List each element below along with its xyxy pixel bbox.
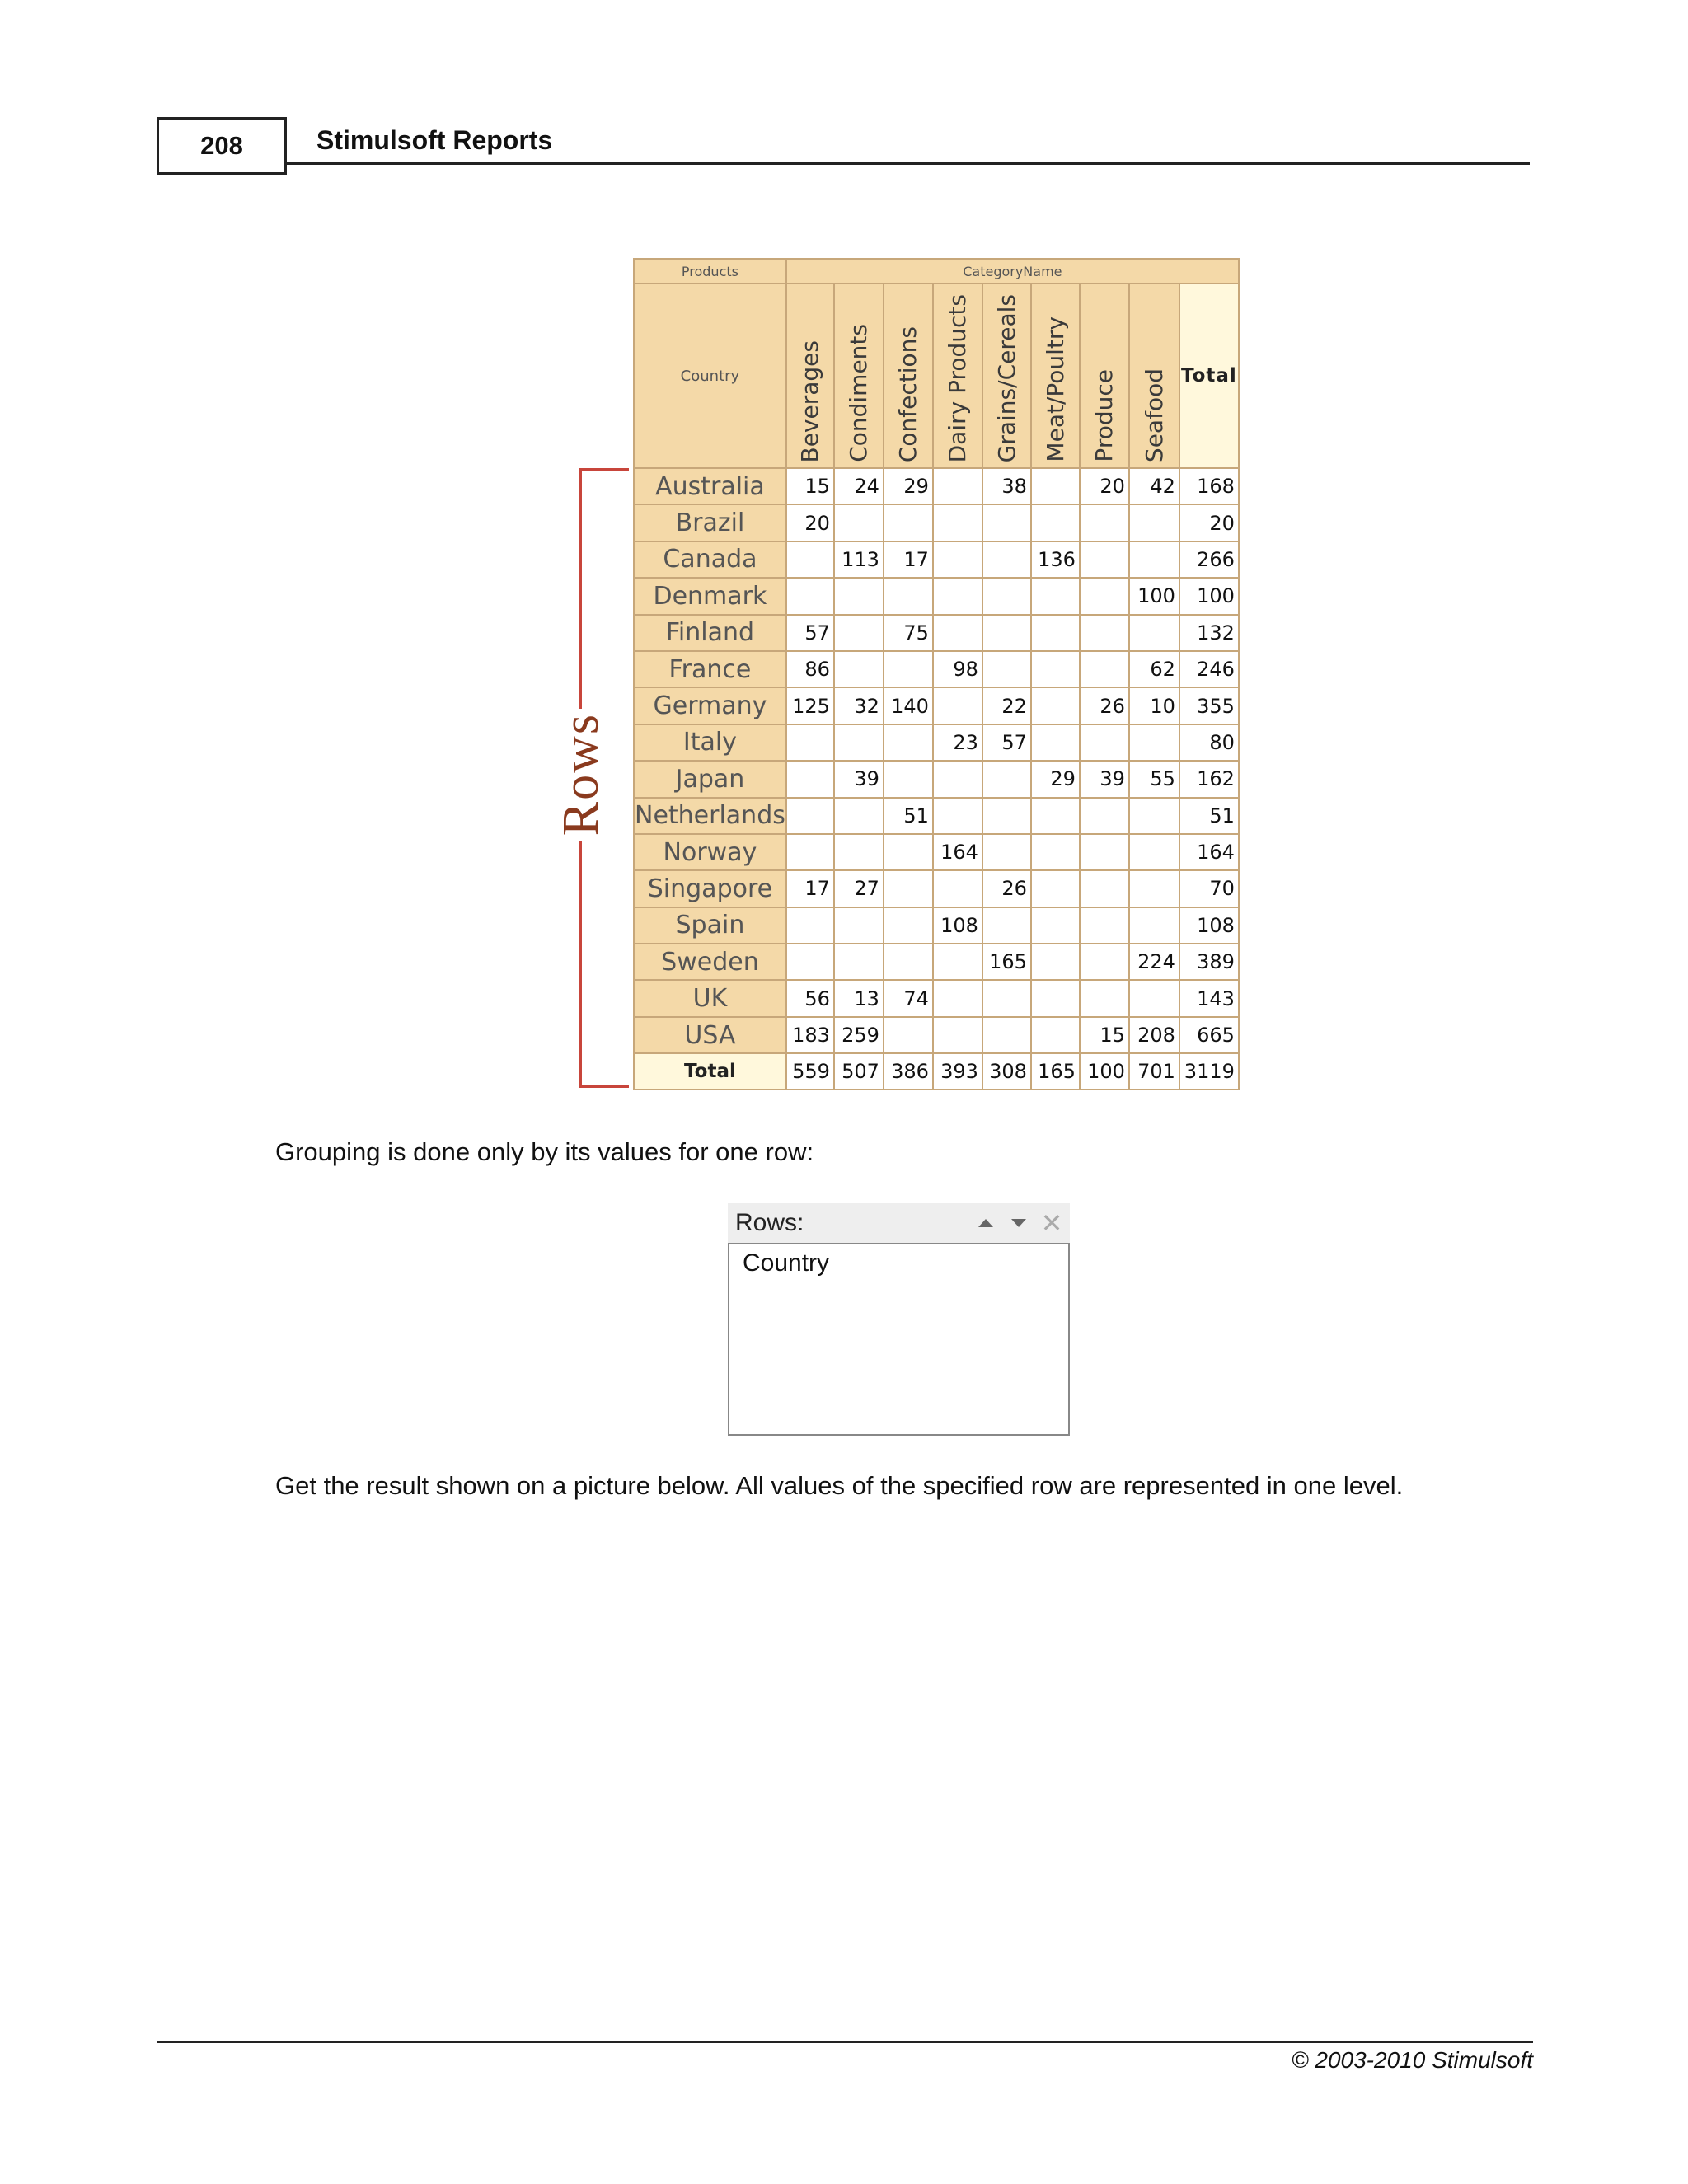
table-cell [933,504,982,541]
table-row [634,687,1239,724]
table-cell [1031,651,1080,687]
table-cell [982,761,1031,797]
table-cell [1080,980,1129,1016]
table-cell [982,578,1031,614]
row-header-country: Denmark [634,578,786,614]
table-cell: 42 [1129,468,1179,504]
table-cell [1080,798,1129,834]
table-cell: 38 [982,468,1031,504]
grand-total-cell: 3119 [1179,1053,1239,1090]
table-row [634,651,1239,687]
table-cell [884,944,933,980]
page-number: 208 [157,117,287,175]
table-cell [1031,870,1080,907]
table-cell [884,1017,933,1053]
table-cell [786,944,834,980]
row-header-country: France [634,651,786,687]
column-total-cell: 701 [1129,1053,1179,1090]
table-cell: 23 [933,724,982,761]
remove-icon[interactable]: ✕ [1040,1208,1063,1238]
table-cell [1080,870,1129,907]
table-cell [884,907,933,944]
table-cell [933,615,982,651]
category-header-label: Seafood [1140,368,1168,462]
table-cell: 57 [786,615,834,651]
table-row [634,504,1239,541]
table-cell [786,578,834,614]
table-cell [1031,615,1080,651]
row-header-country: Norway [634,834,786,870]
table-cell: 62 [1129,651,1179,687]
table-cell [933,578,982,614]
row-total-cell: 143 [1179,980,1239,1016]
table-cell [933,944,982,980]
table-cell [1080,907,1129,944]
table-cell [1031,980,1080,1016]
table-cell [786,541,834,578]
table-cell: 183 [786,1017,834,1053]
table-row [634,578,1239,614]
page-header-title: Stimulsoft Reports [316,125,553,155]
table-cell: 108 [933,907,982,944]
row-header-country: Sweden [634,944,786,980]
row-total-cell: 70 [1179,870,1239,907]
table-cell: 39 [834,761,884,797]
table-cell [1031,724,1080,761]
category-header-label: Confections [894,326,922,462]
table-cell: 100 [1129,578,1179,614]
row-total-cell: 168 [1179,468,1239,504]
table-row [634,1017,1239,1053]
row-header-country: USA [634,1017,786,1053]
total-column-header: Total [1179,284,1239,468]
table-cell: 113 [834,541,884,578]
table-cell [933,468,982,504]
category-name-header: CategoryName [786,259,1239,284]
table-cell [786,907,834,944]
category-header [1129,284,1179,468]
paragraph-result: Get the result shown on a picture below. All values of the specified row are represented in one level. [275,1471,1404,1500]
table-cell [933,761,982,797]
table-row [634,944,1239,980]
row-total-cell: 100 [1179,578,1239,614]
table-cell [1080,651,1129,687]
table-cell [1031,504,1080,541]
table-cell: 55 [1129,761,1179,797]
column-total-cell: 559 [786,1053,834,1090]
column-total-cell: 308 [982,1053,1031,1090]
table-cell [1080,504,1129,541]
crosstab-table [633,258,1240,1090]
table-cell [982,615,1031,651]
table-cell: 86 [786,651,834,687]
table-cell [1031,834,1080,870]
rows-annotation [544,709,618,841]
category-header [786,284,834,468]
row-header-country: Italy [634,724,786,761]
rows-panel [728,1203,1070,1436]
table-cell [1129,541,1179,578]
table-cell [1129,798,1179,834]
footer-copyright: © 2003-2010 Stimulsoft [1291,2047,1533,2073]
row-header-country: Brazil [634,504,786,541]
table-row [634,468,1239,504]
table-cell: 259 [834,1017,884,1053]
category-header [982,284,1031,468]
country-header: Country [634,284,786,468]
table-cell [1031,798,1080,834]
table-cell: 15 [786,468,834,504]
table-cell [982,541,1031,578]
category-header [933,284,982,468]
row-total-cell: 355 [1179,687,1239,724]
category-header-label: Beverages [796,340,824,462]
row-total-cell: 266 [1179,541,1239,578]
table-cell [884,834,933,870]
table-cell: 74 [884,980,933,1016]
table-cell [834,578,884,614]
table-cell [933,980,982,1016]
table-cell [786,761,834,797]
table-cell: 98 [933,651,982,687]
row-header-country: Netherlands [634,798,786,834]
category-header [884,284,933,468]
table-cell: 10 [1129,687,1179,724]
table-cell [982,907,1031,944]
category-header-label: Meat/Poultry [1041,316,1069,462]
table-cell [982,1017,1031,1053]
table-cell [1031,907,1080,944]
table-row [634,834,1239,870]
table-cell: 20 [1080,468,1129,504]
table-row [634,541,1239,578]
table-cell: 17 [884,541,933,578]
table-cell: 224 [1129,944,1179,980]
table-cell: 39 [1080,761,1129,797]
table-cell [834,651,884,687]
table-cell [1080,944,1129,980]
table-cell [1129,834,1179,870]
table-cell [1031,687,1080,724]
table-row [634,615,1239,651]
category-header [1080,284,1129,468]
table-cell [1080,834,1129,870]
table-cell [933,870,982,907]
table-cell: 13 [834,980,884,1016]
table-cell [982,834,1031,870]
row-header-country: Japan [634,761,786,797]
table-cell: 208 [1129,1017,1179,1053]
row-total-cell: 164 [1179,834,1239,870]
table-cell: 136 [1031,541,1080,578]
column-total-cell: 100 [1080,1053,1129,1090]
row-header-country: UK [634,980,786,1016]
table-cell [884,578,933,614]
table-cell [1031,944,1080,980]
table-cell [1031,1017,1080,1053]
table-cell [982,651,1031,687]
table-cell [834,504,884,541]
table-cell: 26 [982,870,1031,907]
move-up-icon[interactable] [975,1213,996,1233]
category-header-label: Dairy Products [944,293,972,462]
table-cell [884,504,933,541]
table-cell [884,761,933,797]
row-total-cell: 80 [1179,724,1239,761]
footer-divider [157,2041,1533,2043]
row-total-cell: 51 [1179,798,1239,834]
row-header-country: Singapore [634,870,786,907]
category-header [1031,284,1080,468]
table-cell [1129,504,1179,541]
category-header [834,284,884,468]
column-total-cell: 386 [884,1053,933,1090]
table-cell: 24 [834,468,884,504]
table-cell [834,798,884,834]
table-cell: 29 [884,468,933,504]
table-cell: 51 [884,798,933,834]
row-header-country: Canada [634,541,786,578]
table-cell [834,944,884,980]
category-header-label: Produce [1090,369,1118,462]
row-total-cell: 20 [1179,504,1239,541]
table-cell: 27 [834,870,884,907]
table-cell [933,798,982,834]
paragraph-grouping: Grouping is done only by its values for one row: [275,1137,814,1166]
table-cell: 20 [786,504,834,541]
table-row [634,907,1239,944]
rows-annotation-text: Rows [552,713,609,837]
table-cell: 56 [786,980,834,1016]
table-cell [1129,980,1179,1016]
table-cell: 125 [786,687,834,724]
table-cell [1080,541,1129,578]
table-cell: 15 [1080,1017,1129,1053]
table-cell [1080,615,1129,651]
table-cell [933,1017,982,1053]
table-cell: 32 [834,687,884,724]
table-cell: 75 [884,615,933,651]
table-cell [1129,615,1179,651]
row-header-country: Finland [634,615,786,651]
table-cell [884,724,933,761]
table-cell: 22 [982,687,1031,724]
table-cell [786,724,834,761]
table-cell [982,504,1031,541]
table-cell [982,980,1031,1016]
table-cell: 164 [933,834,982,870]
row-total-cell: 389 [1179,944,1239,980]
table-cell [1031,468,1080,504]
table-cell [933,541,982,578]
table-cell [1080,578,1129,614]
table-cell [786,834,834,870]
rows-panel-title: Rows: [735,1209,804,1236]
table-cell: 26 [1080,687,1129,724]
move-down-icon[interactable] [1008,1213,1029,1233]
row-total-cell: 108 [1179,907,1239,944]
table-cell [1031,578,1080,614]
rows-panel-header [728,1203,1070,1243]
table-row [634,870,1239,907]
table-cell [884,870,933,907]
table-cell [1129,907,1179,944]
column-total-cell: 507 [834,1053,884,1090]
table-cell [834,907,884,944]
column-total-cell: 165 [1031,1053,1080,1090]
table-row [634,724,1239,761]
table-cell [786,798,834,834]
row-header-country: Spain [634,907,786,944]
table-cell [1129,870,1179,907]
category-header-label: Grains/Cereals [992,293,1020,462]
table-cell [982,798,1031,834]
table-cell: 140 [884,687,933,724]
products-header: Products [634,259,786,284]
table-cell [834,615,884,651]
table-row [634,980,1239,1016]
table-cell [884,651,933,687]
table-cell [933,687,982,724]
row-header-country: Germany [634,687,786,724]
table-cell: 165 [982,944,1031,980]
table-cell: 17 [786,870,834,907]
rows-list[interactable] [728,1243,1070,1436]
row-total-cell: 246 [1179,651,1239,687]
table-cell [1080,724,1129,761]
header-divider [287,162,1530,165]
table-row [634,761,1239,797]
category-header-label: Condiments [845,324,873,462]
table-row [634,798,1239,834]
table-cell [1129,724,1179,761]
total-row-label: Total [634,1053,786,1090]
table-cell [834,834,884,870]
column-total-cell: 393 [933,1053,982,1090]
row-total-cell: 665 [1179,1017,1239,1053]
table-cell: 29 [1031,761,1080,797]
row-total-cell: 162 [1179,761,1239,797]
row-header-country: Australia [634,468,786,504]
table-cell [834,724,884,761]
table-cell: 57 [982,724,1031,761]
rows-list-item[interactable]: Country [743,1249,830,1277]
row-total-cell: 132 [1179,615,1239,651]
total-row [634,1053,1239,1090]
